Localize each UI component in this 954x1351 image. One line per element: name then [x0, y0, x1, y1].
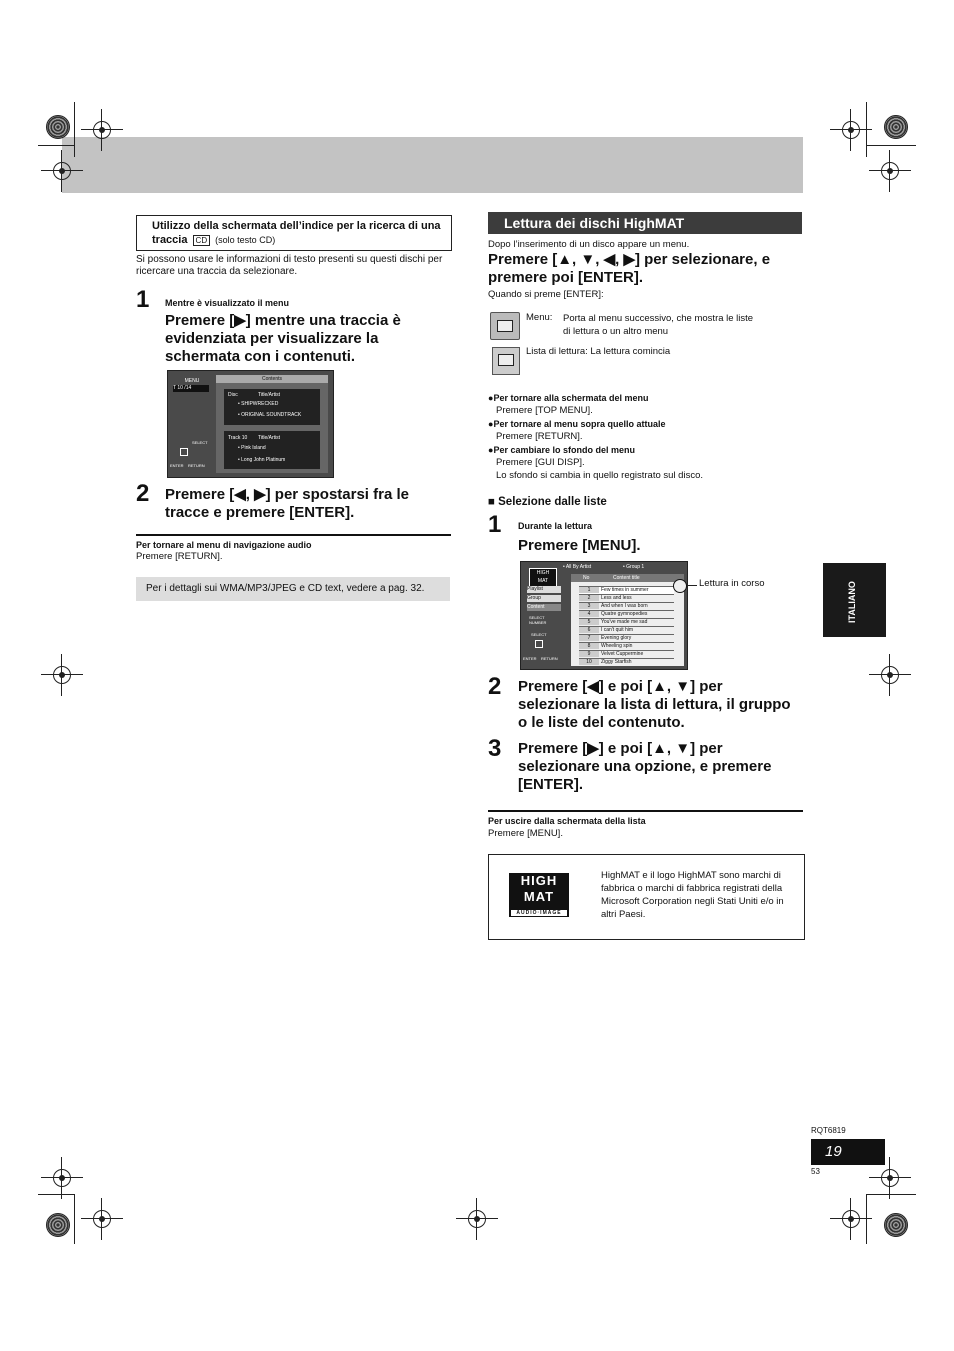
table-row[interactable] [579, 618, 674, 626]
main-instruction: Premere [▲, ▼, ◀, ▶] per selezionare, e premere poi [ENTER]. [488, 251, 771, 286]
step-number: 1 [136, 286, 150, 313]
page-number-box [811, 1139, 885, 1165]
tip-title-text: Per tornare al menu sopra quello attuale [493, 419, 666, 429]
table-row[interactable] [579, 586, 674, 594]
track-artist: • Long John Platinum [238, 457, 286, 463]
logo-line-3: AUDIO·IMAGE [511, 910, 567, 916]
row-title: I can't quit him [601, 627, 634, 633]
table-row[interactable] [579, 626, 674, 634]
row-number: 5 [579, 619, 599, 625]
cd-note: (solo testo CD) [215, 235, 276, 245]
header-band [62, 137, 803, 193]
step-number: 2 [136, 480, 150, 507]
step-number: 3 [488, 735, 502, 762]
divider [488, 810, 803, 812]
crosshair-icon [49, 158, 75, 184]
row-title: Evening glory [601, 635, 632, 641]
menu-term: Menu: [526, 312, 553, 323]
row-title: You've made me sad [601, 619, 648, 625]
trademark-box [488, 854, 805, 940]
logo-line-1: HIGH [536, 570, 550, 576]
row-title: Few times in summer [601, 587, 649, 593]
step-number: 1 [488, 511, 502, 538]
table-row[interactable] [579, 658, 674, 666]
table-row[interactable] [579, 650, 674, 658]
logo-line-2: MAT [537, 578, 549, 584]
tip-text: Premere [GUI DISP]. [496, 457, 585, 468]
table-header [571, 574, 684, 582]
return-label: RETURN [541, 656, 558, 661]
highmat-audio-image-logo-icon [509, 873, 569, 917]
row-title: Quatre gymnopedies [601, 611, 648, 617]
row-number: 8 [579, 643, 599, 649]
trademark-text: HighMAT e il logo HighMAT sono marchi di fabbrica o marchi di fabbrica registrati della Microsoft Corporation negli Stati Uniti e/o in altri Paesi. [601, 870, 784, 920]
track-label: Track 10 [228, 435, 248, 441]
note-box [136, 577, 450, 601]
highmat-logo-icon [529, 568, 557, 588]
menu-item-group[interactable]: Group [527, 595, 561, 602]
subsection-title: ■ Selezione dalle liste [488, 496, 607, 508]
contents-panel [216, 383, 328, 473]
tip-text: Premere [RETURN]. [136, 551, 223, 562]
step-instruction: Premere [◀] e poi [▲, ▼] per selezionare la lista di lettura, il gruppo o le liste del contenuto. [518, 678, 791, 731]
crosshair-icon [877, 1165, 903, 1191]
row-number: 6 [579, 627, 599, 633]
logo-line-1: HIGH [520, 873, 558, 888]
select-label: SELECT [192, 440, 208, 445]
menu-description: Porta al menu successivo, che mostra le liste di lettura o un altro menu [563, 313, 754, 337]
tip-title-text: Per cambiare lo sfondo del menu [493, 445, 635, 455]
tip-title: Per uscire dalla schermata della lista [488, 816, 646, 826]
step-instruction: Premere [MENU]. [518, 537, 641, 554]
table-row[interactable] [579, 610, 674, 618]
col-no: No [583, 575, 590, 581]
step-number: 2 [488, 673, 502, 700]
disc-title: • SHIPWRECKED [238, 401, 279, 407]
row-number: 7 [579, 635, 599, 641]
language-tab-label: ITALIANO [847, 581, 857, 623]
menu-label: MENU [184, 378, 200, 384]
screen-top-bar [563, 564, 683, 572]
intro-text: Si possono usare le informazioni di testo presenti su questi dischi per ricercare una traccia da selezionare. [136, 254, 443, 277]
tip-title: ●Per tornare al menu sopra quello attuale [488, 419, 666, 429]
table-row[interactable] [579, 634, 674, 642]
contents-header: Contents [216, 375, 328, 383]
enter-label: ENTER [523, 656, 537, 661]
dpad-icon [533, 638, 545, 650]
row-number: 10 [579, 659, 599, 665]
table-row[interactable] [579, 594, 674, 602]
menu-item-content[interactable]: Content [527, 604, 561, 611]
title-artist-label: Title/Artist [258, 392, 281, 398]
step-condition: Mentre è visualizzato il menu [165, 298, 290, 308]
section-header-text: Lettura dei dischi HighMAT [504, 215, 685, 231]
crosshair-icon [464, 1206, 490, 1232]
cd-tag: CD [193, 235, 211, 246]
step-instruction: Premere [▶] mentre una traccia è evidenziata per visualizzare la schermata con i contenuti. [165, 312, 401, 365]
callout-text: Lettura in corso [699, 578, 765, 589]
menu-item-playlist[interactable]: Playlist [527, 586, 561, 593]
when-pressed-text: Quando si preme [ENTER]: [488, 289, 604, 300]
crosshair-icon [877, 662, 903, 688]
logo-line-2: MAT [523, 889, 555, 904]
return-label: RETURN [188, 463, 205, 468]
current-group-label: • All By Artist [563, 564, 592, 570]
track-counter: T 10 /14 [173, 385, 209, 392]
contents-screen [167, 370, 334, 478]
row-number: 3 [579, 603, 599, 609]
row-title: And when I was born [601, 603, 648, 609]
tip-text: Premere [MENU]. [488, 828, 563, 839]
row-title: Wheeling spin [601, 643, 633, 649]
crosshair-icon [877, 158, 903, 184]
tip-text: Premere [RETURN]. [496, 431, 583, 442]
row-title: Velvet Cuppermine [601, 651, 644, 657]
track-info [224, 431, 320, 469]
row-title: Less and less [601, 595, 632, 601]
page-number: 19 [825, 1143, 842, 1160]
disc-artist: • ORIGINAL SOUNDTRACK [238, 412, 302, 418]
row-number: 9 [579, 651, 599, 657]
crosshair-icon [838, 1206, 864, 1232]
row-number: 2 [579, 595, 599, 601]
crosshair-icon [838, 117, 864, 143]
tip-title: ●Per cambiare lo sfondo del menu [488, 445, 635, 455]
step-instruction: Premere [◀, ▶] per spostarsi fra le tracce e premere [ENTER]. [165, 486, 409, 521]
language-tab [823, 563, 886, 637]
tip-title: ●Per tornare alla schermata del menu [488, 393, 649, 403]
row-title: Ziggy Starfish [601, 659, 632, 665]
model-code: RQT6819 [811, 1126, 846, 1135]
content-table [571, 574, 684, 666]
playing-indicator-icon [673, 579, 687, 593]
track-title: • Pink Island [238, 445, 266, 451]
section-header [488, 212, 802, 234]
intro-text: Dopo l’inserimento di un disco appare un menu. [488, 239, 690, 250]
title-artist-label: Title/Artist [258, 435, 281, 441]
enter-label: ENTER [170, 463, 184, 468]
crosshair-icon [89, 1206, 115, 1232]
row-number: 1 [579, 587, 599, 593]
page-sub-number: 53 [811, 1167, 820, 1176]
disc-label: Disc [228, 392, 238, 398]
registration-disc-icon [884, 1213, 908, 1237]
dpad-icon [178, 446, 190, 458]
table-row[interactable] [579, 602, 674, 610]
select-label: SELECT [531, 632, 547, 637]
disc-info [224, 389, 320, 425]
tip-text: Lo sfondo si cambia in quello registrato sul disco. [496, 470, 704, 481]
registration-disc-icon [46, 1213, 70, 1237]
tip-title: Per tornare al menu di navigazione audio [136, 540, 312, 550]
step-instruction: Premere [▶] e poi [▲, ▼] per selezionare una opzione, e premere [ENTER]. [518, 740, 772, 793]
playlist-icon [492, 347, 520, 375]
registration-disc-icon [884, 115, 908, 139]
step-condition: Durante la lettura [518, 521, 593, 531]
table-row[interactable] [579, 642, 674, 650]
section-title: Utilizzo della schermata dell’indice per la ricerca di una traccia [152, 220, 441, 246]
highmat-list-screen [520, 561, 688, 670]
menu-folder-icon [490, 312, 520, 340]
note-text: Per i dettagli sui WMA/MP3/JPEG e CD text, vedere a pag. 32. [146, 583, 425, 594]
current-group-value: • Group 1 [623, 564, 645, 570]
select-number-label: SELECT NUMBER [529, 615, 547, 625]
tip-title-text: Per tornare alla schermata del menu [493, 393, 649, 403]
crosshair-icon [49, 1165, 75, 1191]
divider [136, 534, 451, 536]
crosshair-icon [49, 662, 75, 688]
playlist-description: Lista di lettura: La lettura comincia [526, 346, 671, 357]
tip-text: Premere [TOP MENU]. [496, 405, 593, 416]
section-title-box [136, 215, 452, 251]
row-number: 4 [579, 611, 599, 617]
col-title: Content title [613, 575, 640, 581]
crosshair-icon [89, 117, 115, 143]
registration-disc-icon [46, 115, 70, 139]
